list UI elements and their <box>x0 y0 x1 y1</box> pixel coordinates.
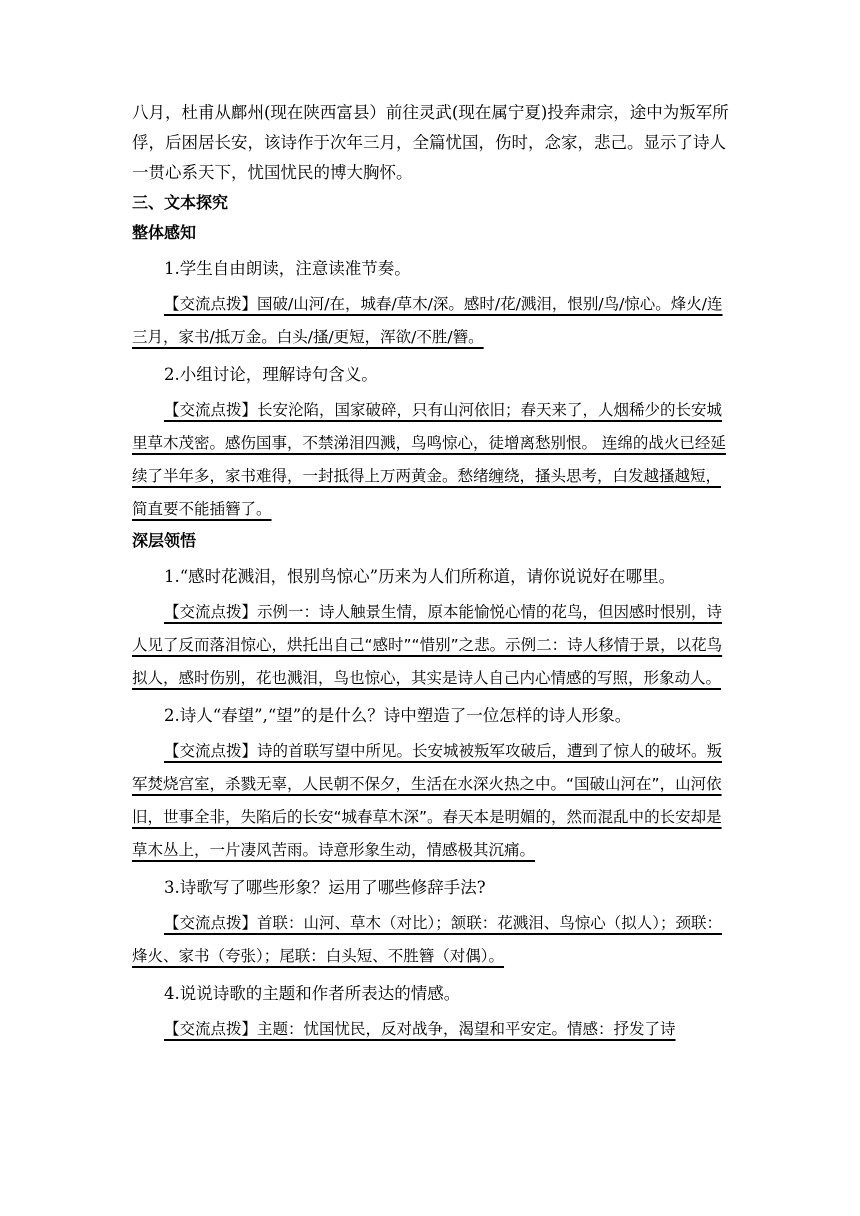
answer-body: 长安沦陷，国家破碎，只有山河依旧；春天来了，人烟稀少的长安城里草木茂密。感伤国事，不禁涕泪四溅，鸟鸣惊心，徒增离愁别恨。 连绵的战火已经延续了半年多，家书难得，一封抵得上万两黄金。愁绪缠绕，搔头思考，白发越搔越短，简直要不能插簪了。 <box>132 401 726 518</box>
answer-text <box>132 907 732 973</box>
question-text: 2.小组讨论，理解诗句含义。 <box>164 365 378 384</box>
answer-tag: 【交流点拨】 <box>164 295 258 313</box>
answer-text <box>132 288 732 354</box>
answer-text <box>132 394 732 526</box>
answer-tag: 【交流点拨】 <box>164 742 258 760</box>
answer-text <box>132 596 732 695</box>
question-text: 1.“感时花溅泪，恨别鸟惊心”历来为人们所称道，请你说说好在哪里。 <box>164 567 676 586</box>
deep-title: 深层领悟 <box>132 531 197 550</box>
question-text: 3.诗歌写了哪些形象？运用了哪些修辞手法? <box>164 878 486 897</box>
answer-tag: 【交流点拨】 <box>164 914 258 932</box>
answer-body: 国破/山河/在，城春/草木/深。感时/花/溅泪，恨别/鸟/惊心。烽火/连三月，家书/抵万金。白头/搔/更短，浑欲/不胜/簪。 <box>132 295 723 346</box>
answer-text <box>132 1013 732 1046</box>
question-text: 2.诗人“春望”,“望”的是什么？诗中塑造了一位怎样的诗人形象。 <box>164 706 632 725</box>
intro-paragraph: 八月，杜甫从鄜州(现在陕西富县）前往灵武(现在属宁夏)投奔肃宗，途中为叛军所俘，后困居长安，该诗作于次年三月，全篇忧国，伤时，念家，悲己。显示了诗人一贯心系天下，忧国忧民的博大胸怀。 <box>132 103 729 182</box>
answer-text <box>132 735 732 867</box>
perception-title: 整体感知 <box>132 223 197 242</box>
section-title: 三、文本探究 <box>132 193 229 212</box>
answer-tag: 【交流点拨】 <box>164 603 258 621</box>
answer-tag: 【交流点拨】 <box>164 1020 258 1038</box>
question-text: 1.学生自由朗读，注意读准节奏。 <box>164 259 411 278</box>
question-text: 4.说说诗歌的主题和作者所表达的情感。 <box>164 984 461 1003</box>
answer-tag: 【交流点拨】 <box>164 401 258 419</box>
answer-body: 主题：忧国忧民，反对战争，渴望和平安定。情感：抒发了诗 <box>257 1020 676 1038</box>
answer-body: 首联：山河、草木（对比）；颔联：花溅泪、鸟惊心（拟人）；颈联：烽火、家书（夸张）；尾联：白头短、不胜簪（对偶）。 <box>132 914 723 965</box>
document-page <box>132 98 732 1046</box>
answer-body: 诗的首联写望中所见。长安城被叛军攻破后，遭到了惊人的破坏。叛军焚烧宫室，杀戮无辜，人民朝不保夕，生活在水深火热之中。“国破山河在”，山河依旧，世事全非，失陷后的长安“城春草木深”。春天本是明媚的，然而混乱中的长安却是草木丛上，一片凄风苦雨。诗意形象生动，情感极其沉痛。 <box>132 742 723 859</box>
answer-body: 示例一：诗人触景生情，原本能愉悦心情的花鸟，但因感时恨别，诗人见了反而落泪惊心，烘托出自己“感时”“惜别”之悲。示例二：诗人移情于景，以花鸟拟人，感时伤别，花也溅泪，鸟也惊心，其实是诗人自己内心情感的写照，形象动人。 <box>132 603 723 687</box>
